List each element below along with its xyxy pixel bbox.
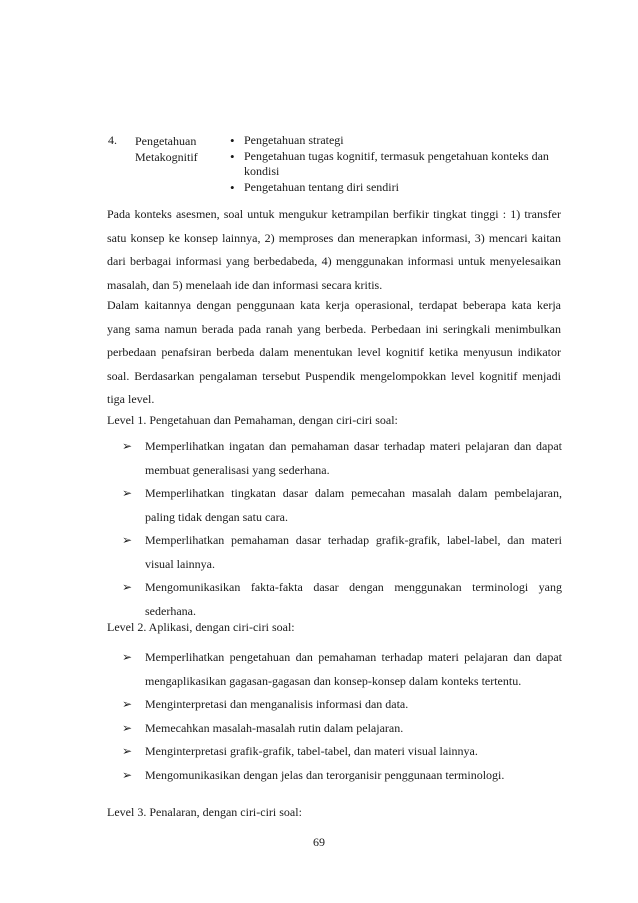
list-item: ➢ Menginterpretasi dan menganalisis informasi dan data. (122, 693, 562, 717)
level-1-heading: Level 1. Pengetahuan dan Pemahaman, dengan ciri-ciri soal: (107, 413, 398, 427)
level-1-list (122, 435, 562, 623)
list-item: ➢ Memecahkan masalah-masalah rutin dalam pelajaran. (122, 717, 562, 741)
row-category: Pengetahuan Metakognitif (135, 134, 198, 164)
row-item: • Pengetahuan tugas kognitif, termasuk pengetahuan konteks dan kondisi (228, 149, 568, 180)
row-item: • Pengetahuan tentang diri sendiri (228, 180, 568, 196)
row-number: 4. (108, 133, 117, 147)
page-number: 69 (313, 835, 325, 849)
level-3-heading: Level 3. Penalaran, dengan ciri-ciri soal: (107, 805, 302, 819)
row-item: • Pengetahuan strategi (228, 133, 568, 149)
list-item: ➢ Mengomunikasikan dengan jelas dan terorganisir penggunaan terminologi. (122, 764, 562, 788)
row-item-list (228, 133, 568, 195)
level-2-list (122, 646, 562, 787)
list-item: ➢ Memperlihatkan ingatan dan pemahaman dasar terhadap materi pelajaran dan dapat membuat generalisasi yang sederhana. (122, 435, 562, 482)
paragraph-kata-kerja: Dalam kaitannya dengan penggunaan kata kerja operasional, terdapat beberapa kata kerja yang sama namun berada pada ranah yang berbeda. Perbedaan ini seringkali menimbulkan perbedaan penafsiran berbeda dalam menentukan level kognitif ketika menyusun indikator soal. Berdasarkan pengalaman tersebut Puspendik mengelompokkan level kognitif menjadi tiga level. (107, 298, 561, 406)
level-2-heading: Level 2. Aplikasi, dengan ciri-ciri soal: (107, 620, 295, 634)
list-item: ➢ Mengomunikasikan fakta-fakta dasar dengan menggunakan terminologi yang sederhana. (122, 576, 562, 623)
list-item: ➢ Memperlihatkan pengetahuan dan pemahaman terhadap materi pelajaran dan dapat mengaplikasikan gagasan-gagasan dan konsep-konsep dalam konteks tertentu. (122, 646, 562, 693)
list-item: ➢ Menginterpretasi grafik-grafik, tabel-tabel, dan materi visual lainnya. (122, 740, 562, 764)
list-item: ➢ Memperlihatkan pemahaman dasar terhadap grafik-grafik, label-label, dan materi visual lainnya. (122, 529, 562, 576)
list-item: ➢ Memperlihatkan tingkatan dasar dalam pemecahan masalah dalam pembelajaran, paling tidak dengan satu cara. (122, 482, 562, 529)
paragraph-asesmen: Pada konteks asesmen, soal untuk mengukur ketrampilan berfikir tingkat tinggi : 1) transfer satu konsep ke konsep lainnya, 2) memproses dan menerapkan informasi, 3) mencari kaitan dari berbagai informasi yang berbedabeda, 4) menggunakan informasi untuk menyelesaikan masalah, dan 5) menelaah ide dan informasi secara kritis. (107, 207, 561, 292)
